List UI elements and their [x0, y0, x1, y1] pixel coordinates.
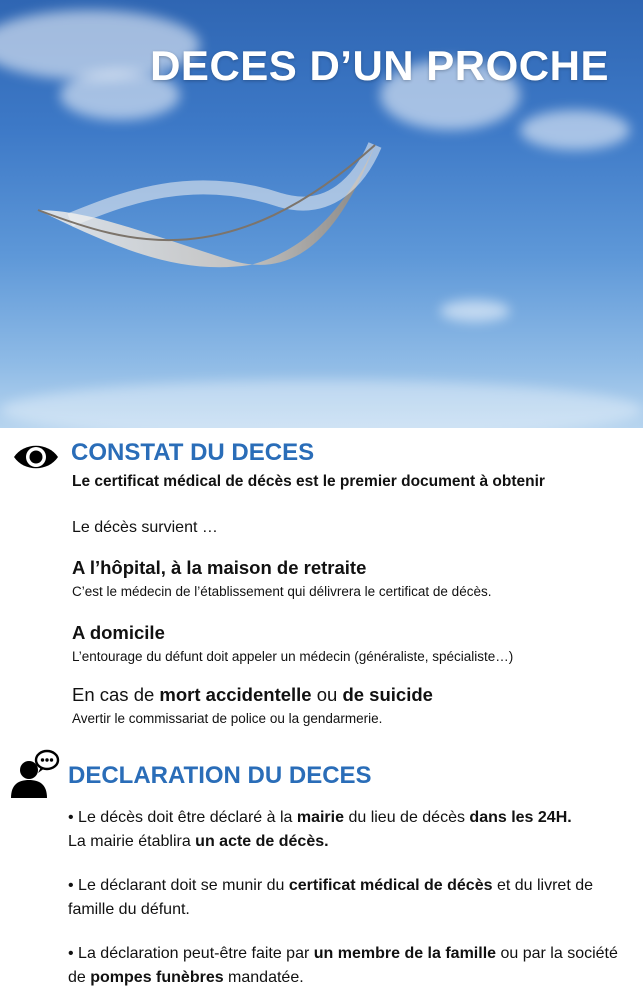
- bullet-1-text-3: La mairie établira: [68, 833, 196, 850]
- bullet-1-text-1: • Le décès doit être déclaré à la: [68, 809, 297, 826]
- case-desc-accident: Avertir le commissariat de police ou la gendarmerie.: [72, 711, 383, 726]
- declaration-bullet-1: [68, 806, 633, 854]
- case-title-domicile: A domicile: [72, 622, 165, 643]
- bullet-3-bold-1: un membre de la famille: [313, 945, 497, 962]
- bullet-1-text-2: du lieu de décès: [344, 809, 470, 826]
- accident-bold-1: mort accidentelle: [159, 684, 312, 705]
- bullet-2-text-2: et du livret de famille du défunt.: [68, 877, 593, 918]
- constat-intro: Le décès survient …: [72, 519, 218, 536]
- bullet-3-bold-2: pompes funèbres: [90, 969, 224, 986]
- constat-subtitle: Le certificat médical de décès est le premier document à obtenir: [72, 473, 545, 490]
- eye-icon: [12, 440, 60, 474]
- accident-bold-2: de suicide: [342, 684, 433, 705]
- section-title-declaration: DECLARATION DU DECES: [68, 762, 372, 789]
- bullet-2-text-1: • Le déclarant doit se munir du: [68, 877, 289, 894]
- bullet-3-text-1: • La déclaration peut-être faite par: [68, 945, 314, 962]
- page-title: DECES D’UN PROCHE: [150, 42, 609, 89]
- bullet-2-bold-1: certificat médical de décès: [288, 877, 493, 894]
- case-desc-domicile: L’entourage du défunt doit appeler un médecin (généraliste, spécialiste…): [72, 649, 514, 664]
- declaration-bullet-3: [68, 942, 633, 990]
- declaration-bullet-2: [68, 874, 633, 922]
- case-title-accident: [72, 684, 433, 706]
- bullet-1-bold-3: un acte de décès.: [195, 833, 329, 850]
- hero-banner: [0, 0, 643, 428]
- case-desc-hopital: C’est le médecin de l’établissement qui délivrera le certificat de décès.: [72, 584, 492, 599]
- bullet-1-bold-2: dans les 24H.: [469, 809, 572, 826]
- section-title-constat: CONSTAT DU DECES: [71, 439, 315, 466]
- bullet-1-bold-1: mairie: [296, 809, 344, 826]
- accident-text-1: En cas de: [72, 684, 160, 705]
- bullet-3-text-3: mandatée.: [223, 969, 304, 986]
- bullet-3-text-2: ou par la société de: [68, 945, 618, 986]
- case-title-hopital: A l’hôpital, à la maison de retraite: [72, 557, 367, 578]
- person-speech-bubble-icon: [8, 748, 60, 800]
- accident-text-2: ou: [311, 684, 343, 705]
- feather-image: [30, 140, 390, 300]
